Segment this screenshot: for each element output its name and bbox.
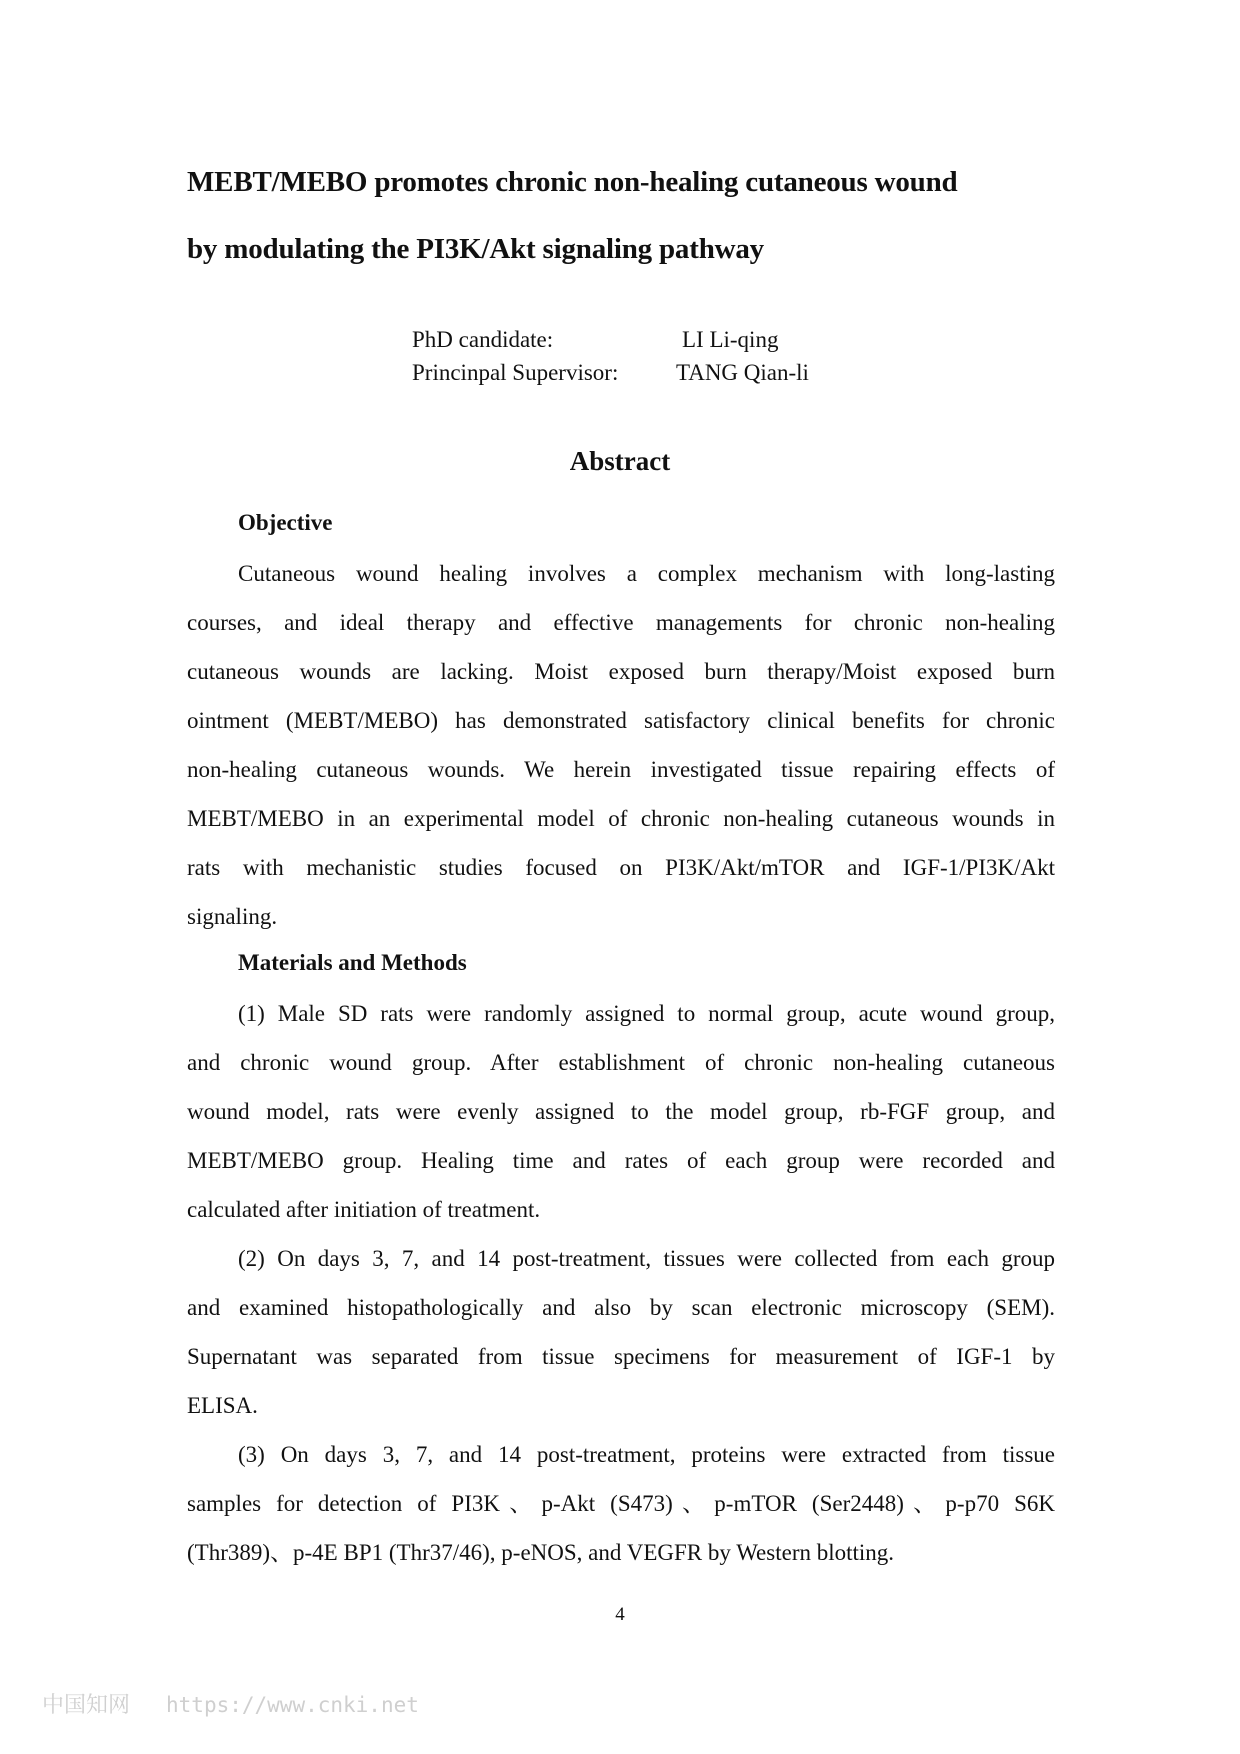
- cnki-watermark: [42, 1688, 419, 1719]
- candidate-label: PhD candidate:: [412, 327, 554, 352]
- objective-heading: Objective: [238, 510, 333, 535]
- supervisor-label: Princinpal Supervisor:: [412, 360, 619, 385]
- text-line: rats with mechanistic studies focused on PI3K/Akt/mTOR and IGF-1/PI3K/Akt: [187, 855, 1055, 880]
- methods-heading: Materials and Methods: [238, 950, 467, 975]
- text-line: cutaneous wounds are lacking. Moist exposed burn therapy/Moist exposed burn: [187, 659, 1055, 684]
- candidate-name: LI Li-qing: [682, 327, 779, 352]
- text-line: wound model, rats were evenly assigned to the model group, rb-FGF group, and: [187, 1099, 1055, 1124]
- text-line: Cutaneous wound healing involves a complex mechanism with long-lasting: [238, 561, 1055, 586]
- text-line: non-healing cutaneous wounds. We herein investigated tissue repairing effects of: [187, 757, 1055, 782]
- supervisor-name: TANG Qian-li: [676, 360, 809, 385]
- methods-paragraph-3: [187, 1430, 1055, 1577]
- paper-title-line-2: by modulating the PI3K/Akt signaling pathway: [187, 233, 764, 265]
- text-line: and chronic wound group. After establishment of chronic non-healing cutaneous: [187, 1050, 1055, 1075]
- paper-title-line-1: MEBT/MEBO promotes chronic non-healing cutaneous wound: [187, 166, 958, 198]
- page-number: 4: [615, 1604, 625, 1625]
- text-line: (Thr389)、p-4E BP1 (Thr37/46), p-eNOS, and VEGFR by Western blotting.: [187, 1540, 895, 1565]
- text-line: Supernatant was separated from tissue specimens for measurement of IGF-1 by: [187, 1344, 1055, 1369]
- text-line: calculated after initiation of treatment.: [187, 1197, 541, 1222]
- methods-paragraph-1: [187, 989, 1055, 1234]
- text-line: samples for detection of PI3K、p-Akt (S473)、p-mTOR (Ser2448)、p-p70 S6K: [187, 1491, 1055, 1516]
- objective-paragraph: [187, 549, 1055, 941]
- text-line: ointment (MEBT/MEBO) has demonstrated satisfactory clinical benefits for chronic: [187, 708, 1055, 733]
- text-line: (3) On days 3, 7, and 14 post-treatment, proteins were extracted from tissue: [238, 1442, 1055, 1467]
- text-line: signaling.: [187, 904, 278, 929]
- watermark-url: https://www.cnki.net: [166, 1693, 419, 1717]
- text-line: (2) On days 3, 7, and 14 post-treatment, tissues were collected from each group: [238, 1246, 1055, 1271]
- watermark-site-name: 中国知网: [42, 1692, 131, 1717]
- text-line: ELISA.: [187, 1393, 258, 1418]
- text-line: courses, and ideal therapy and effective managements for chronic non-healing: [187, 610, 1055, 635]
- methods-paragraph-2: [187, 1234, 1055, 1430]
- abstract-heading: Abstract: [569, 446, 671, 476]
- text-line: MEBT/MEBO group. Healing time and rates of each group were recorded and: [187, 1148, 1055, 1173]
- text-line: (1) Male SD rats were randomly assigned to normal group, acute wound group,: [238, 1001, 1055, 1026]
- text-line: and examined histopathologically and also by scan electronic microscopy (SEM).: [187, 1295, 1055, 1320]
- text-line: MEBT/MEBO in an experimental model of chronic non-healing cutaneous wounds in: [187, 806, 1055, 831]
